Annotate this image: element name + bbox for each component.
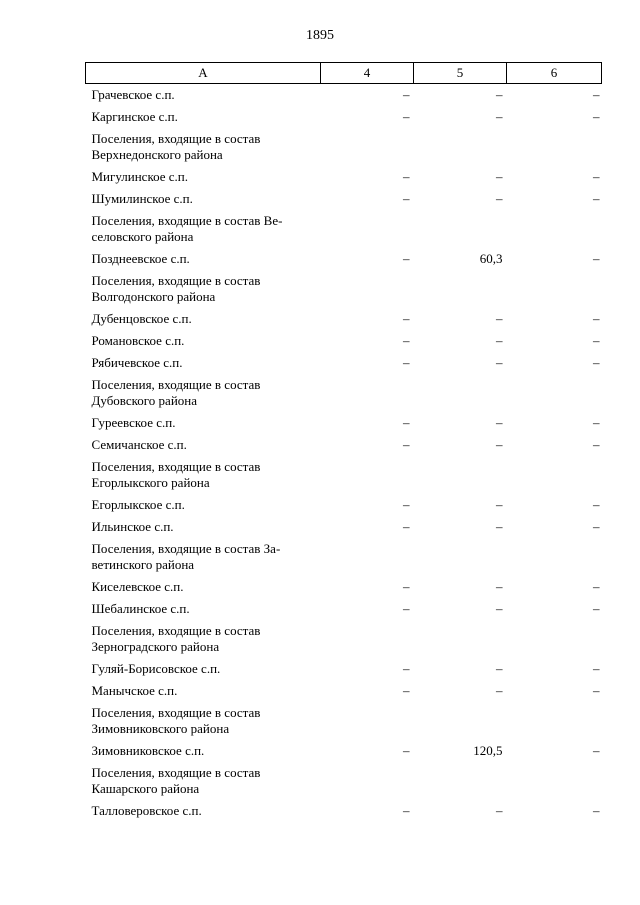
settlement-name: Ильинское с.п. — [91, 519, 174, 534]
value-cell-4: – — [403, 109, 410, 124]
settlement-name: Зимовниковское с.п. — [91, 743, 205, 758]
page-number: 1895 — [306, 28, 334, 43]
value-cell-4: – — [403, 437, 410, 452]
value-cell-5: 120,5 — [473, 743, 503, 758]
group-header-row — [86, 538, 602, 576]
table-row — [86, 352, 602, 374]
value-cell-4: – — [403, 87, 410, 102]
value-cell-6: – — [593, 601, 600, 616]
group-header-row — [86, 456, 602, 494]
settlement-name: Мигулинское с.п. — [91, 169, 189, 184]
value-cell-5: – — [496, 311, 503, 326]
group-header-row — [86, 762, 602, 800]
value-cell-4: – — [403, 661, 410, 676]
value-cell-6: – — [593, 191, 600, 206]
district-group-label: Поселения, входящие в состав За- ветинского района — [91, 541, 281, 572]
value-cell-6: – — [593, 437, 600, 452]
value-cell-4: – — [403, 519, 410, 534]
value-cell-6: – — [593, 251, 600, 266]
value-cell-4: – — [403, 579, 410, 594]
settlement-name: Романовское с.п. — [91, 333, 185, 348]
table-row — [86, 516, 602, 538]
settlement-name: Киселевское с.п. — [91, 579, 184, 594]
value-cell-6: – — [593, 311, 600, 326]
group-header-row — [86, 210, 602, 248]
value-cell-6: – — [593, 497, 600, 512]
district-group-label: Поселения, входящие в состав Волгодонского района — [91, 273, 261, 304]
value-cell-5: – — [496, 601, 503, 616]
value-cell-4: – — [403, 191, 410, 206]
table-row — [86, 680, 602, 702]
value-cell-4: – — [403, 601, 410, 616]
value-cell-5: – — [496, 415, 503, 430]
column-header-6: 6 — [507, 63, 602, 84]
header-row — [86, 63, 602, 84]
value-cell-5: – — [496, 661, 503, 676]
table-body — [86, 84, 602, 823]
value-cell-6: – — [593, 579, 600, 594]
value-cell-6: – — [593, 355, 600, 370]
settlement-name: Дубенцовское с.п. — [91, 311, 192, 326]
value-cell-5: – — [496, 191, 503, 206]
table-row — [86, 412, 602, 434]
value-cell-6: – — [593, 415, 600, 430]
district-group-label: Поселения, входящие в состав Зимовниковского района — [91, 705, 261, 736]
value-cell-4: – — [403, 333, 410, 348]
value-cell-5: – — [496, 497, 503, 512]
value-cell-4: – — [403, 169, 410, 184]
district-group-label: Поселения, входящие в состав Кашарского района — [91, 765, 261, 796]
value-cell-5: – — [496, 169, 503, 184]
district-group-label: Поселения, входящие в состав Зерноградского района — [91, 623, 261, 654]
table-row — [86, 308, 602, 330]
settlement-name: Позднеевское с.п. — [91, 251, 190, 266]
value-cell-4: – — [403, 803, 410, 818]
value-cell-6: – — [593, 87, 600, 102]
column-header-4: 4 — [321, 63, 414, 84]
value-cell-4: – — [403, 251, 410, 266]
table-row — [86, 166, 602, 188]
table-row — [86, 106, 602, 128]
settlement-name: Грачевское с.п. — [91, 87, 175, 102]
table-row — [86, 658, 602, 680]
value-cell-6: – — [593, 169, 600, 184]
value-cell-6: – — [593, 109, 600, 124]
district-group-label: Поселения, входящие в состав Ве- селовского района — [91, 213, 283, 244]
table-row — [86, 494, 602, 516]
value-cell-4: – — [403, 355, 410, 370]
settlement-name: Талловеровское с.п. — [91, 803, 202, 818]
value-cell-6: – — [593, 743, 600, 758]
settlement-name: Семичанское с.п. — [91, 437, 187, 452]
settlement-name: Гуляй-Борисовское с.п. — [91, 661, 221, 676]
value-cell-4: – — [403, 311, 410, 326]
column-header-5: 5 — [414, 63, 507, 84]
value-cell-4: – — [403, 415, 410, 430]
value-cell-5: – — [496, 109, 503, 124]
settlement-name: Манычское с.п. — [91, 683, 178, 698]
budget-table — [85, 62, 602, 822]
value-cell-4: – — [403, 497, 410, 512]
value-cell-4: – — [403, 743, 410, 758]
table-row — [86, 188, 602, 210]
table-row — [86, 740, 602, 762]
table-row — [86, 598, 602, 620]
district-group-label: Поселения, входящие в состав Дубовского района — [91, 377, 261, 408]
value-cell-5: – — [496, 579, 503, 594]
district-group-label: Поселения, входящие в состав Верхнедонского района — [91, 131, 261, 162]
value-cell-5: 60,3 — [479, 251, 503, 266]
settlement-name: Рябичевское с.п. — [91, 355, 183, 370]
value-cell-5: – — [496, 355, 503, 370]
group-header-row — [86, 374, 602, 412]
value-cell-5: – — [496, 87, 503, 102]
value-cell-5: – — [496, 519, 503, 534]
group-header-row — [86, 702, 602, 740]
value-cell-5: – — [496, 683, 503, 698]
table-header — [86, 63, 602, 84]
value-cell-5: – — [496, 803, 503, 818]
settlement-name: Шебалинское с.п. — [91, 601, 190, 616]
value-cell-6: – — [593, 519, 600, 534]
table-row — [86, 576, 602, 598]
settlement-name: Егорлыкское с.п. — [91, 497, 185, 512]
value-cell-6: – — [593, 683, 600, 698]
group-header-row — [86, 620, 602, 658]
group-header-row — [86, 128, 602, 166]
column-header-name: А — [86, 63, 321, 84]
value-cell-6: – — [593, 333, 600, 348]
table-row — [86, 248, 602, 270]
value-cell-5: – — [496, 333, 503, 348]
settlement-name: Шумилинское с.п. — [91, 191, 193, 206]
value-cell-6: – — [593, 803, 600, 818]
district-group-label: Поселения, входящие в состав Егорлыкского района — [91, 459, 261, 490]
group-header-row — [86, 270, 602, 308]
value-cell-4: – — [403, 683, 410, 698]
table-row — [86, 84, 602, 107]
value-cell-5: – — [496, 437, 503, 452]
table-row — [86, 434, 602, 456]
settlement-name: Гуреевское с.п. — [91, 415, 176, 430]
table-row — [86, 800, 602, 822]
value-cell-6: – — [593, 661, 600, 676]
settlement-name: Каргинское с.п. — [91, 109, 178, 124]
table-row — [86, 330, 602, 352]
